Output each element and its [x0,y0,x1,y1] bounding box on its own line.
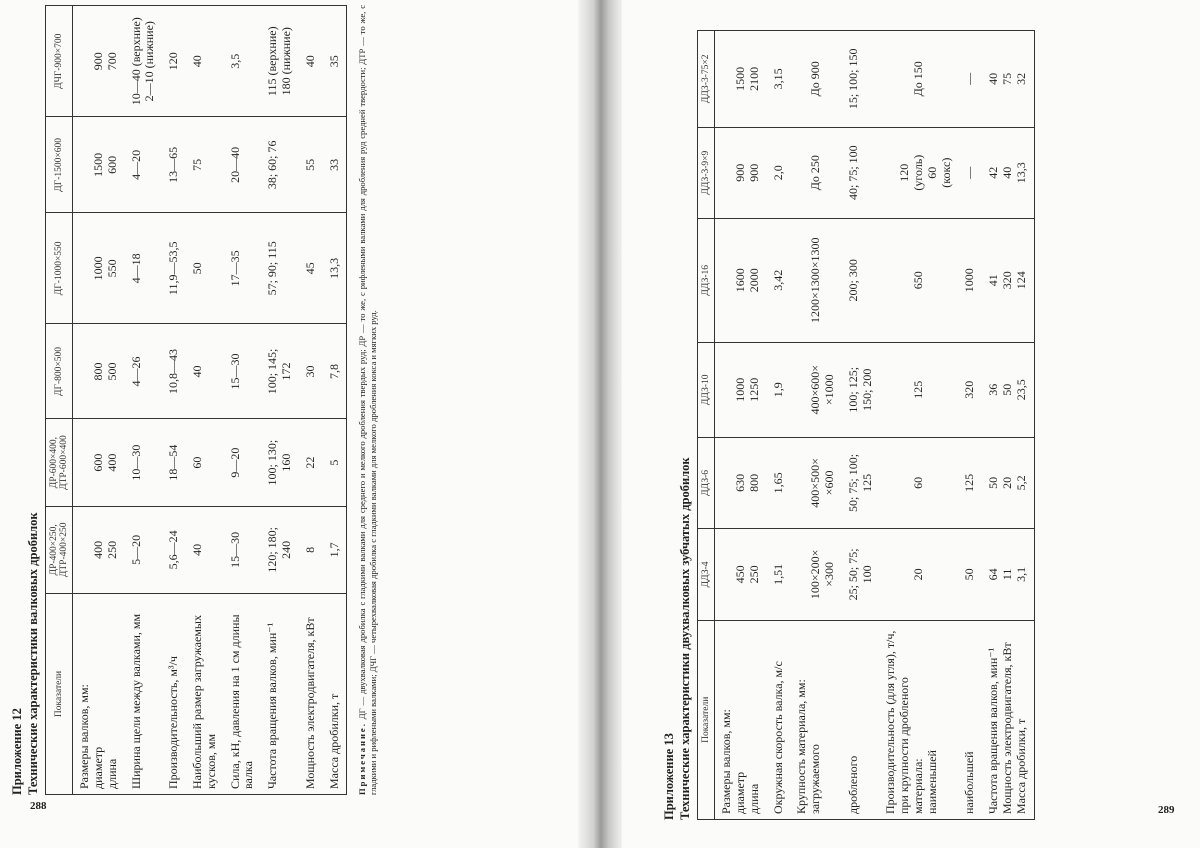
cell-value: 35 [323,6,347,117]
cell-value: 120 [162,6,186,117]
cell-value: 10—30 [125,419,163,506]
cell-value: До 150 [879,31,958,128]
table-row [842,31,880,820]
cell-value: 25; 50; 75; 100 [842,529,880,620]
row-label: Частота вращения валков, мин⁻¹ Мощность электродвигателя, кВт Масса дробилки, т [982,620,1034,819]
cell-value: 38; 60; 76 [261,117,299,213]
crusher-table [45,5,347,795]
row-label: наибольшей [958,620,982,819]
cell-value: 400×600× ×1000 [790,342,841,437]
cell-value: 4—18 [125,213,163,324]
row-label: Ширина щели между валками, мм [125,593,163,794]
cell-value: 15—30 [224,324,262,419]
cell-value: 30 [299,324,323,419]
left-page [0,0,578,848]
appendix-label: Приложение 13 [662,733,676,820]
cell-value: 1200×1300×1300 [790,218,841,342]
cell-value: 7,8 [323,324,347,419]
cell-value: 10—40 (верхние) 2—10 (нижние) [125,6,163,117]
rotated-content [662,30,1200,820]
row-label: Размеры валков, мм: диаметр длина [715,620,767,819]
table-row [323,6,347,795]
cell-value: 100; 125; 150; 200 [842,342,880,437]
table-row [224,6,262,795]
cell-value: 650 [879,218,958,342]
cell-value: 50; 75; 100; 125 [842,437,880,528]
cell-value: 13—65 [162,117,186,213]
cell-value: 2,0 [767,127,791,218]
cell-value: 41 320 124 [982,218,1034,342]
table-note [357,5,378,795]
column-header-model: ДДЗ-4 [698,529,715,620]
table-row [982,31,1034,820]
cell-value: До 900 [790,31,841,128]
column-header-model: ДГ-800×500 [46,324,73,419]
header-row [698,31,715,820]
table-row [125,6,163,795]
cell-value: 50 20 5,2 [982,437,1034,528]
cell-value: 20 [879,529,958,620]
cell-value: 40; 75; 100 [842,127,880,218]
cell-value: 1000 1250 [715,342,767,437]
cell-value: 800 500 [73,324,125,419]
cell-value: 200; 300 [842,218,880,342]
cell-value: 3,15 [767,31,791,128]
cell-value: 115 (верхние) 180 (нижние) [261,6,299,117]
cell-value: 5,6—24 [162,506,186,593]
cell-value: 1500 2100 [715,31,767,128]
page-number: 288 [30,800,47,812]
column-header-parameter: Показатели [46,593,73,794]
column-header-model: ДДЗ-10 [698,342,715,437]
table-row [879,31,958,820]
column-header-model: ДР-400×250, ДТР-400×250 [46,506,73,593]
cell-value: 125 [958,437,982,528]
cell-value: 60 [879,437,958,528]
cell-value: — [958,127,982,218]
row-label: Наибольший размер загружаемых кусков, мм [186,593,224,794]
cell-value: 36 50 23,5 [982,342,1034,437]
table-title: Технические характеристики двухвалковых зубчатых дробилок [677,457,692,820]
row-label: Частота вращения валков, мин⁻¹ [261,593,299,794]
table-row [958,31,982,820]
cell-value: 4—20 [125,117,163,213]
cell-value: 18—54 [162,419,186,506]
cell-value: 33 [323,117,347,213]
cell-value: 1,9 [767,342,791,437]
cell-value: 50 [958,529,982,620]
cell-value: 100×200× ×300 [790,529,841,620]
cell-value: 42 40 13,3 [982,127,1034,218]
cell-value: 40 [186,324,224,419]
cell-value: 1,51 [767,529,791,620]
book-gutter [578,0,622,848]
table-row [715,31,767,820]
column-header-model: ДДЗ-16 [698,218,715,342]
cell-value: 1500 600 [73,117,125,213]
cell-value: 4—26 [125,324,163,419]
column-header-model: ДГ-1000×550 [46,213,73,324]
column-header-model: ДР-600×400, ДТР-600×400 [46,419,73,506]
cell-value: 5—20 [125,506,163,593]
row-label: Производительность, м³/ч [162,593,186,794]
toothed-crusher-table [697,30,1034,820]
cell-value: 320 [958,342,982,437]
cell-value: 60 [186,419,224,506]
cell-value: 15—30 [224,506,262,593]
page-number: 289 [1158,804,1175,816]
cell-value: 1,65 [767,437,791,528]
cell-value: 40 [299,6,323,117]
cell-value: 1,7 [323,506,347,593]
right-page [622,0,1200,848]
cell-value: 8 [299,506,323,593]
row-label: Производительность (для угля), т/ч, при крупности дробленого материала: наименьшей [879,620,958,819]
table-row [186,6,224,795]
cell-value: 900 900 [715,127,767,218]
note-text: ДГ — двухвалковая дробилка с гладкими валками для среднего и мелкого дробления твердых руд; ДР — то же, с рифлеными валками для дробления руд средней твердости; ДТР — то же, с гладкими и рифлеными валками; ДЧГ — четырехвалковая дробилка с гладкими валками для мелкого дробления кокса и мягких руд. [357,4,379,795]
cell-value: 40 [186,6,224,117]
cell-value: 75 [186,117,224,213]
cell-value: 15; 100; 150 [842,31,880,128]
cell-value: 11,9—53,5 [162,213,186,324]
cell-value: 5 [323,419,347,506]
column-header-model: ДДЗ-3-75×2 [698,31,715,128]
row-label: Окружная скорость валка, м/с [767,620,791,819]
cell-value: 9—20 [224,419,262,506]
column-header-model: ДГ-1500×600 [46,117,73,213]
cell-value: 400 250 [73,506,125,593]
cell-value: 1000 [958,218,982,342]
row-label: Мощность электродвигателя, кВт [299,593,323,794]
cell-value: 10,8—43 [162,324,186,419]
cell-value: 45 [299,213,323,324]
cell-value: 600 400 [73,419,125,506]
cell-value: 1000 550 [73,213,125,324]
row-label: дробленого [842,620,880,819]
cell-value: 100; 145; 172 [261,324,299,419]
cell-value: 450 250 [715,529,767,620]
cell-value: 120; 180; 240 [261,506,299,593]
cell-value: 57; 90; 115 [261,213,299,324]
cell-value: 630 800 [715,437,767,528]
cell-value: 50 [186,213,224,324]
column-header-model: ДЧГ-900×700 [46,6,73,117]
cell-value: 17—35 [224,213,262,324]
cell-value: 3,42 [767,218,791,342]
header-row [46,6,73,795]
appendix-label: Приложение 12 [10,708,24,795]
cell-value: 3,5 [224,6,262,117]
table-title: Технические характеристики валковых дробилок [25,512,40,795]
cell-value: — [958,31,982,128]
table-row [261,6,299,795]
cell-value: До 250 [790,127,841,218]
cell-value: 55 [299,117,323,213]
cell-value: 400×500× ×600 [790,437,841,528]
cell-value: 120 (уголь) 60 (кокс) [879,127,958,218]
column-header-parameter: Показатели [698,620,715,819]
note-label: Примечание. [357,722,368,795]
cell-value: 125 [879,342,958,437]
table-row [299,6,323,795]
rotated-content [10,5,570,795]
cell-value: 40 [186,506,224,593]
cell-value: 1600 2000 [715,218,767,342]
cell-value: 13,3 [323,213,347,324]
row-label: Крупность материала, мм: загружаемого [790,620,841,819]
row-label: Сила, кН, давления на 1 см длины валка [224,593,262,794]
cell-value: 22 [299,419,323,506]
cell-value: 900 700 [73,6,125,117]
cell-value: 100; 130; 160 [261,419,299,506]
table-row [767,31,791,820]
row-label: Размеры валков, мм: диаметр длина [73,593,125,794]
column-header-model: ДДЗ-6 [698,437,715,528]
table-row [162,6,186,795]
table-row [73,6,125,795]
row-label: Масса дробилки, т [323,593,347,794]
table-row [790,31,841,820]
cell-value: 40 75 32 [982,31,1034,128]
cell-value: 64 11 3,1 [982,529,1034,620]
column-header-model: ДДЗ-3-9×9 [698,127,715,218]
cell-value: 20—40 [224,117,262,213]
